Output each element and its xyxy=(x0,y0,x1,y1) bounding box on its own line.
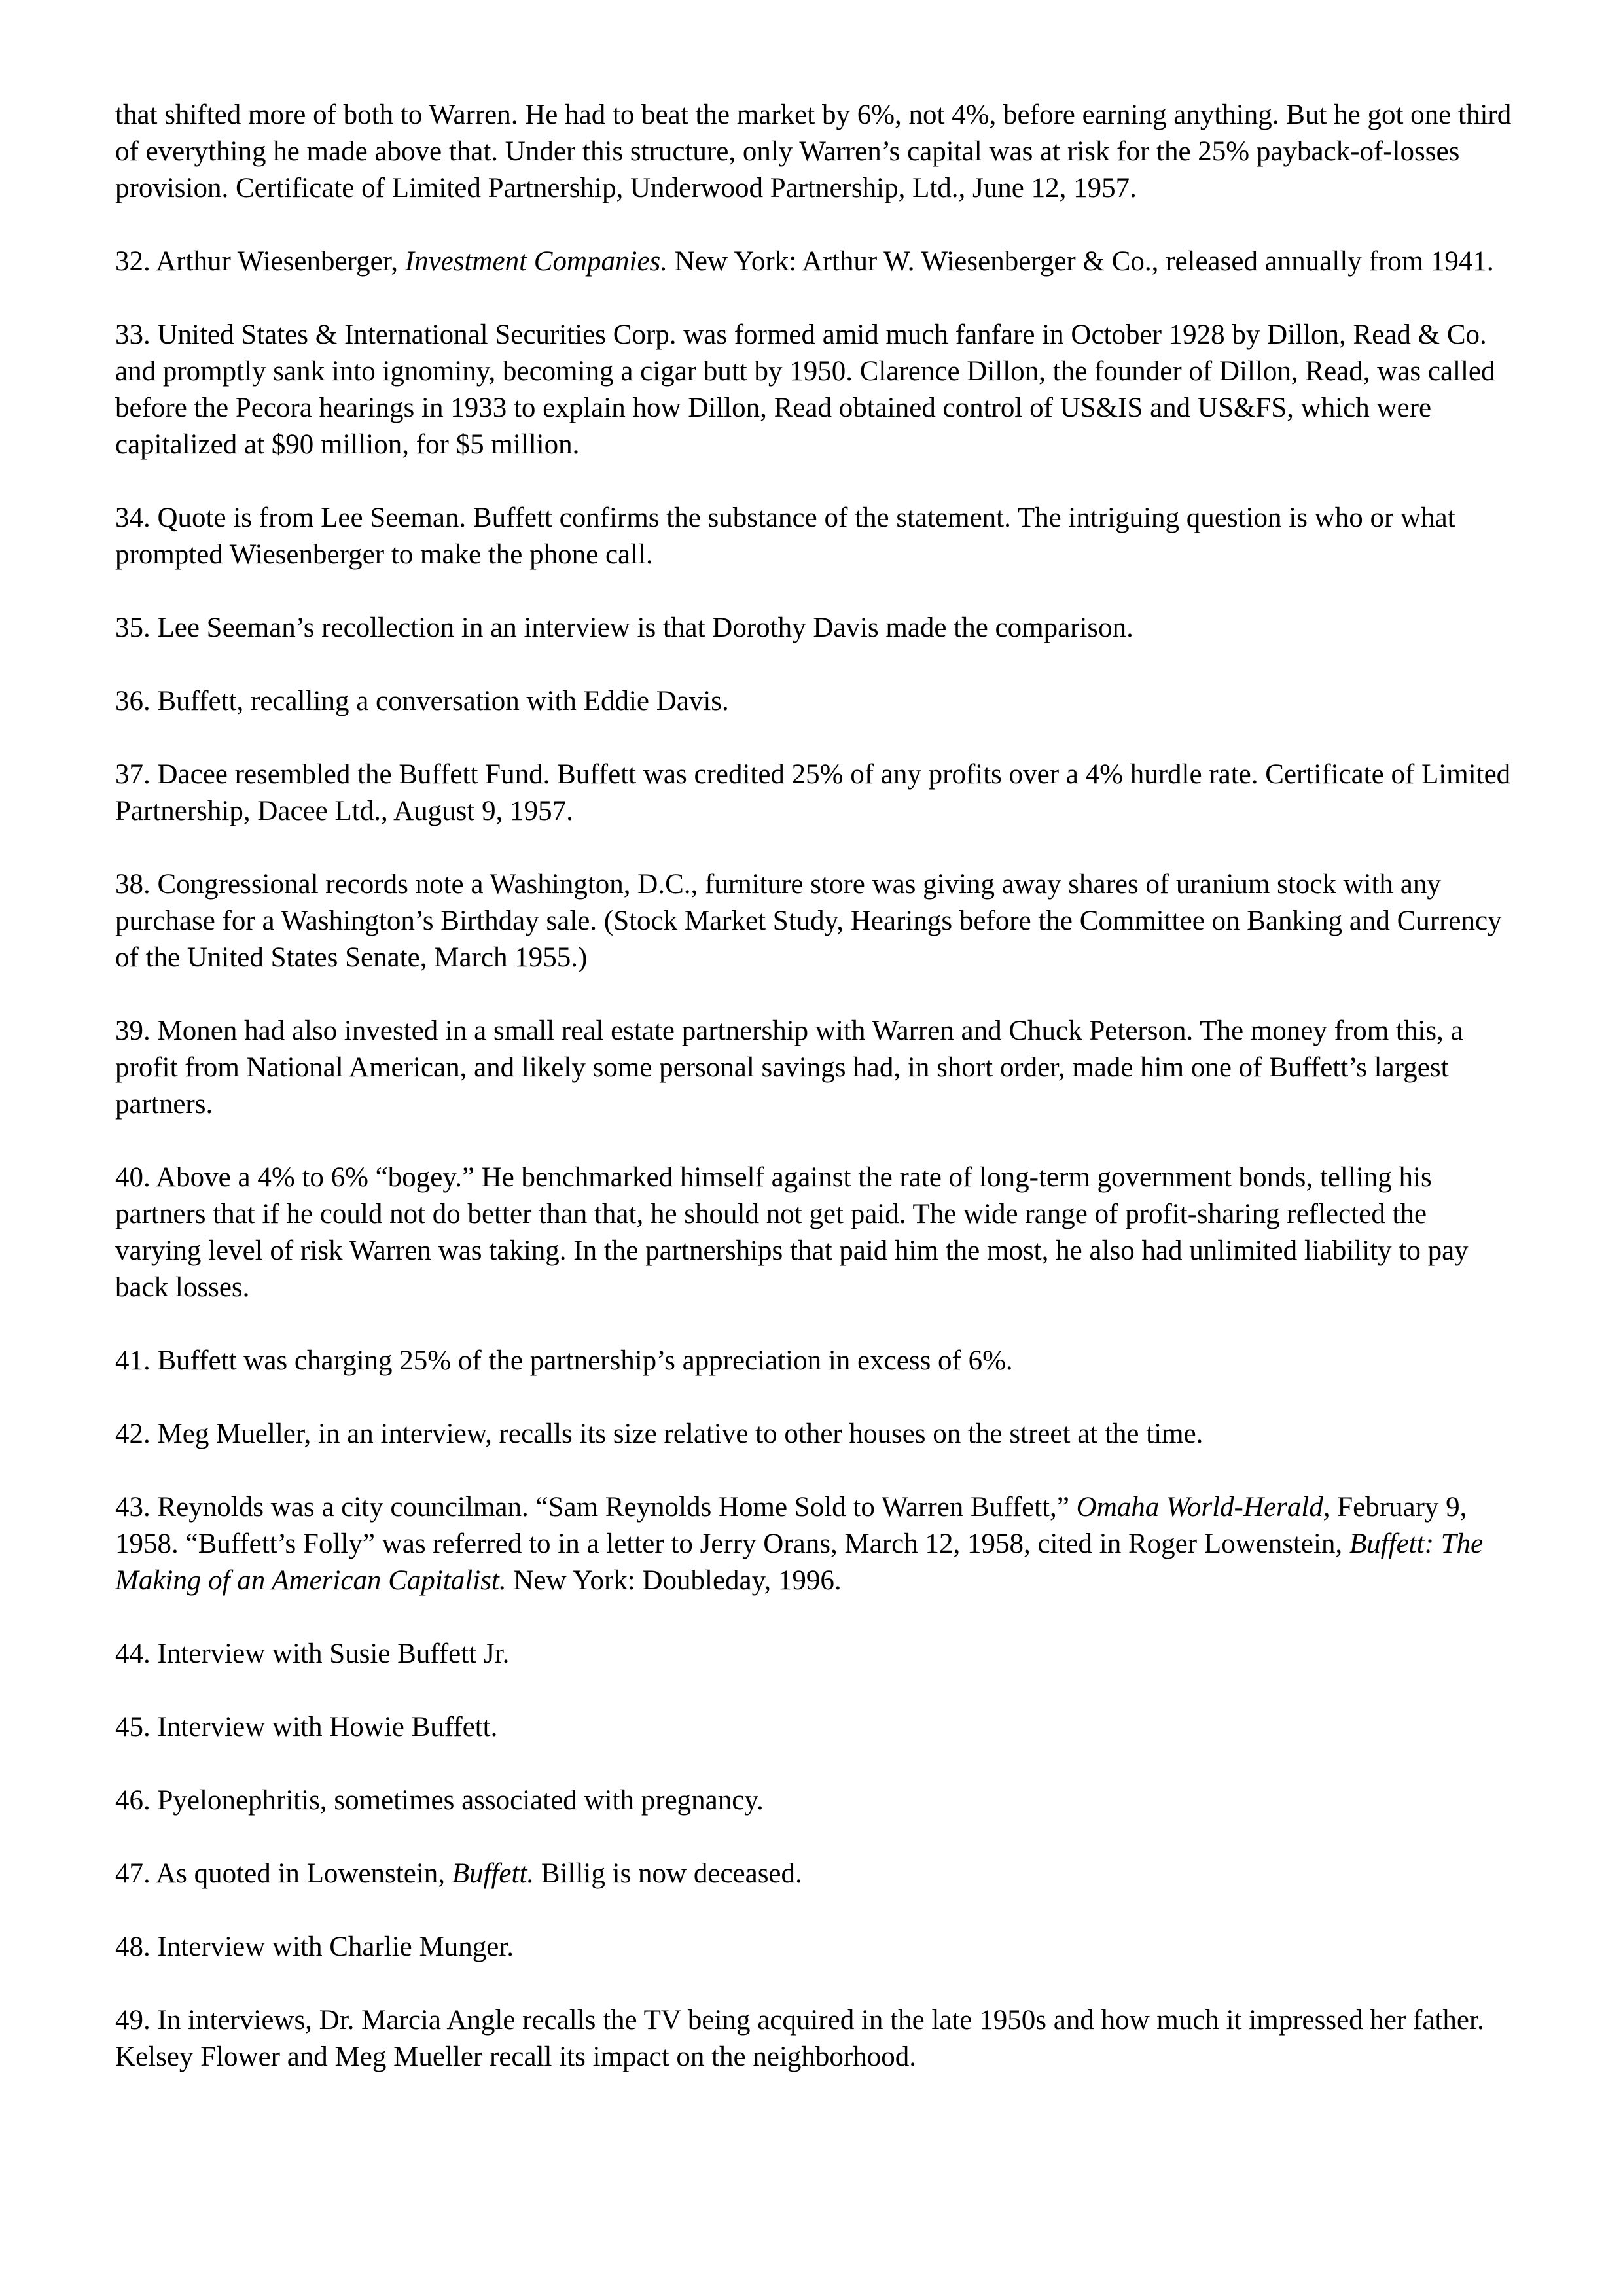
endnote-44 xyxy=(115,1636,1518,1672)
note-text: 44. Interview with Susie Buffett Jr. xyxy=(115,1638,510,1669)
endnote-34 xyxy=(115,500,1518,573)
note-text: that shifted more of both to Warren. He had to beat the market by 6%, not 4%, before earning anything. But he got one third of everything he made above that. Under this structure, only Warren’s capital was at risk for the 25% payback-of-losses provision. Certificate of Limited Partnership, Underwood Partnership, Ltd., June 12, 1957. xyxy=(115,99,1512,203)
endnote-37 xyxy=(115,756,1518,830)
italic-title: Investment Companies. xyxy=(404,246,668,277)
note-text: 39. Monen had also invested in a small real estate partnership with Warren and Chuck Peterson. The money from this, a profit from National American, and likely some personal savings had, in short order, made him one of Buffett’s largest partners. xyxy=(115,1016,1463,1120)
note-text: 36. Buffett, recalling a conversation with Eddie Davis. xyxy=(115,686,729,716)
note-text: 43. Reynolds was a city councilman. “Sam Reynolds Home Sold to Warren Buffett,” xyxy=(115,1492,1077,1523)
note-text: 48. Interview with Charlie Munger. xyxy=(115,1932,514,1962)
italic-title: Buffett. xyxy=(452,1858,535,1889)
note-text: 35. Lee Seeman’s recollection in an interview is that Dorothy Davis made the comparison. xyxy=(115,612,1133,643)
note-text: 47. As quoted in Lowenstein, xyxy=(115,1858,452,1889)
note-text: Billig is now deceased. xyxy=(534,1858,802,1889)
endnote-39 xyxy=(115,1013,1518,1123)
note-text: 37. Dacee resembled the Buffett Fund. Buffett was credited 25% of any profits over a 4% hurdle rate. Certificate of Limited Partnership, Dacee Ltd., August 9, 1957. xyxy=(115,759,1511,826)
endnote-42 xyxy=(115,1416,1518,1453)
italic-title: Buffett: The Making of an American Capitalist. xyxy=(115,1528,1484,1596)
endnote-32 xyxy=(115,243,1518,280)
note-text: 42. Meg Mueller, in an interview, recalls its size relative to other houses on the street at the time. xyxy=(115,1419,1204,1449)
note-text: 38. Congressional records note a Washington, D.C., furniture store was giving away shares of uranium stock with any purchase for a Washington’s Birthday sale. (Stock Market Study, Hearings before the Committee on Banking and Currency of the United States Senate, March 1955.) xyxy=(115,869,1502,973)
note-text: 33. United States & International Securities Corp. was formed amid much fanfare in October 1928 by Dillon, Read & Co. and promptly sank into ignominy, becoming a cigar butt by 1950. Clarence Dillon, the founder of Dillon, Read, was called before the Pecora hearings in 1933 to explain how Dillon, Read obtained control of US&IS and US&FS, which were capitalized at $90 million, for $5 million. xyxy=(115,319,1495,460)
endnote-43 xyxy=(115,1489,1518,1599)
note-text: 32. Arthur Wiesenberger, xyxy=(115,246,405,277)
endnote-49 xyxy=(115,2002,1518,2075)
endnote-33 xyxy=(115,317,1518,463)
note-text: 40. Above a 4% to 6% “bogey.” He benchmarked himself against the rate of long-term government bonds, telling his partners that if he could not do better than that, he should not get paid. The wide range of profit-sharing reflected the varying level of risk Warren was taking. In the partnerships that paid him the most, he also had unlimited liability to pay back losses. xyxy=(115,1162,1469,1303)
endnote-40 xyxy=(115,1159,1518,1306)
endnote-36 xyxy=(115,683,1518,720)
italic-title: Omaha World-Herald, xyxy=(1076,1492,1330,1523)
note-text: 49. In interviews, Dr. Marcia Angle recalls the TV being acquired in the late 1950s and how much it impressed her father. Kelsey Flower and Meg Mueller recall its impact on the neighborhood. xyxy=(115,2005,1484,2072)
note-text: New York: Arthur W. Wiesenberger & Co., released annually from 1941. xyxy=(668,246,1494,277)
note-text: New York: Doubleday, 1996. xyxy=(506,1565,842,1596)
note-text: 41. Buffett was charging 25% of the partnership’s appreciation in excess of 6%. xyxy=(115,1345,1013,1376)
endnote-46 xyxy=(115,1782,1518,1819)
note-text: 46. Pyelonephritis, sometimes associated with pregnancy. xyxy=(115,1785,764,1816)
endnote-45 xyxy=(115,1709,1518,1746)
endnote-35 xyxy=(115,610,1518,646)
note-text: 34. Quote is from Lee Seeman. Buffett confirms the substance of the statement. The intriguing question is who or what prompted Wiesenberger to make the phone call. xyxy=(115,503,1455,570)
endnote-48 xyxy=(115,1929,1518,1966)
note-text: 45. Interview with Howie Buffett. xyxy=(115,1712,498,1742)
note-text: February 9, 1958. “Buffett’s Folly” was referred to in a letter to Jerry Orans, March 12, 1958, cited in Roger Lowenstein, xyxy=(115,1492,1467,1559)
endnote-38 xyxy=(115,866,1518,976)
endnote-47 xyxy=(115,1856,1518,1892)
endnote-41 xyxy=(115,1343,1518,1379)
endnote-continuation xyxy=(115,97,1518,207)
